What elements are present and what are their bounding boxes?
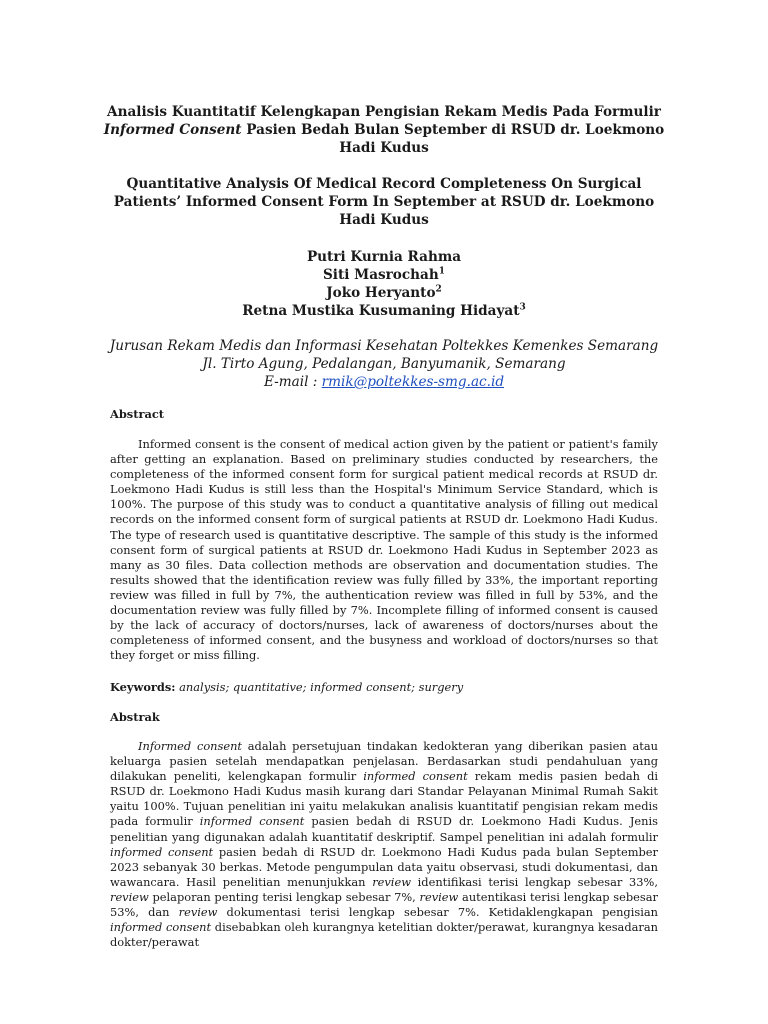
- abstrak-italic-term: review: [110, 889, 149, 904]
- title-id-part2: Pasien Bedah Bulan September di RSUD dr. Loekmono Hadi Kudus: [241, 122, 665, 156]
- affiliation-email-line: [80, 373, 688, 391]
- email-label: E-mail :: [263, 374, 322, 390]
- abstrak-italic-term: review: [419, 889, 459, 904]
- abstrak-italic-term: informed consent: [199, 814, 305, 829]
- abstrak-italic-term: Informed consent: [138, 739, 243, 753]
- keywords-value: analysis; quantitative; informed consent; surgery: [175, 680, 464, 694]
- affiliation-address: Jl. Tirto Agung, Pedalangan, Banyumanik, Semarang: [202, 356, 566, 372]
- abstrak-text: pasien bedah di RSUD dr. Loekmono Hadi Kudus. Jenis penelitian yang digunakan adalah kuantitatif deskriptif. Sampel penelitian ini adalah formulir: [110, 814, 658, 844]
- abstrak-body: [110, 739, 658, 950]
- affiliation: [80, 337, 688, 391]
- abstrak-text: adalah persetujuan tindakan kedokteran yang diberikan pasien atau keluarga pasien setelah mendapatkan penjelasan. Berdasarkan studi pendahuluan yang dilakukan peneliti, kelengkapan formulir: [110, 739, 658, 784]
- keywords-label: Keywords:: [110, 680, 176, 694]
- abstract-body: Informed consent is the consent of medical action given by the patient or patient's family after getting an explanation. Based on preliminary studies conducted by researchers, the completeness of the informed consent form for surgical patient medical records at RSUD dr. Loekmono Hadi Kudus is still less than the Hospital's Minimum Service Standard, which is 100%. The purpose of this study was to conduct a quantitative analysis of filling out medical records on the informed consent form of surgical patients at RSUD dr. Loekmono Hadi Kudus. The type of research used is quantitative descriptive. The sample of this study is the informed consent form of surgical patients at RSUD dr. Loekmono Hadi Kudus in September 2023 as many as 30 files. Data collection methods are observation and documentation studies. The results showed that the identification review was fully filled by 33%, the important reporting review was filled in full by 7%, the authentication review was filled in full by 53%, and the documentation review was fully filled by 7%. Incomplete filling of informed consent is caused by the lack of accuracy of doctors/nurses, lack of awareness of doctors/nurses about the completeness of informed consent, and the busyness and workload of doctors/nurses so that they forget or miss filling.: [110, 437, 658, 663]
- author-list: [100, 248, 668, 320]
- abstrak-italic-term: informed consent: [110, 920, 212, 935]
- title-english: Quantitative Analysis Of Medical Record Completeness On Surgical Patients’ Informed Consent Form In September at RSUD dr. Loekmono Hadi Kudus: [113, 176, 655, 228]
- abstrak-text: disebabkan oleh kurangnya ketelitian dokter/perawat, kurangnya kesadaran dokter/perawat: [110, 920, 658, 950]
- keywords: [110, 680, 658, 694]
- author: Putri Kurnia Rahma: [306, 249, 462, 265]
- abstrak-text: identifikasi terisi lengkap sebesar 33%,: [410, 874, 658, 889]
- author: Joko Heryanto$^2$: [326, 284, 442, 301]
- email-link[interactable]: rmik@poltekkes-smg.ac.id: [321, 374, 505, 390]
- abstrak-italic-term: review: [372, 874, 411, 889]
- abstrak-text: rekam medis pasien bedah di RSUD dr. Loekmono Hadi Kudus masih kurang dari Standar Pelayanan Minimal Rumah Sakit yaitu 100%. Tujuan penelitian ini yaitu melakukan analisis kuantitatif pengisian rekam medis pada formulir: [110, 769, 658, 829]
- author: Retna Mustika Kusumaning Hidayat$^3$: [242, 302, 526, 319]
- author: Siti Masrochah$^1$: [322, 266, 445, 283]
- abstrak-italic-term: informed consent: [110, 844, 214, 859]
- abstrak-heading: Abstrak: [110, 710, 160, 724]
- affiliation-institution: Jurusan Rekam Medis dan Informasi Kesehatan Poltekkes Kemenkes Semarang: [109, 338, 659, 354]
- title-id-italic: Informed Consent: [103, 122, 242, 138]
- abstrak-text: dokumentasi terisi lengkap sebesar 7%. Ketidaklengkapan pengisian: [217, 905, 658, 920]
- abstrak-italic-term: informed consent: [363, 769, 468, 784]
- abstrak-text: pasien bedah di RSUD dr. Loekmono Hadi Kudus pada bulan September 2023 sebanyak 30 berkas. Metode pengumpulan data yaitu observasi, studi dokumentasi, dan wawancara. Hasil penelitian menunjukkan: [110, 844, 658, 889]
- title-id-part1: Analisis Kuantitatif Kelengkapan Pengisian Rekam Medis Pada Formulir: [107, 104, 661, 120]
- abstract-heading: Abstract: [110, 407, 165, 421]
- abstrak-italic-term: review: [178, 905, 218, 920]
- abstrak-text: autentikasi terisi lengkap sebesar 53%, dan: [110, 889, 658, 920]
- abstrak-text: pelaporan penting terisi lengkap sebesar 7%,: [148, 889, 420, 904]
- title-indonesian: [100, 103, 668, 157]
